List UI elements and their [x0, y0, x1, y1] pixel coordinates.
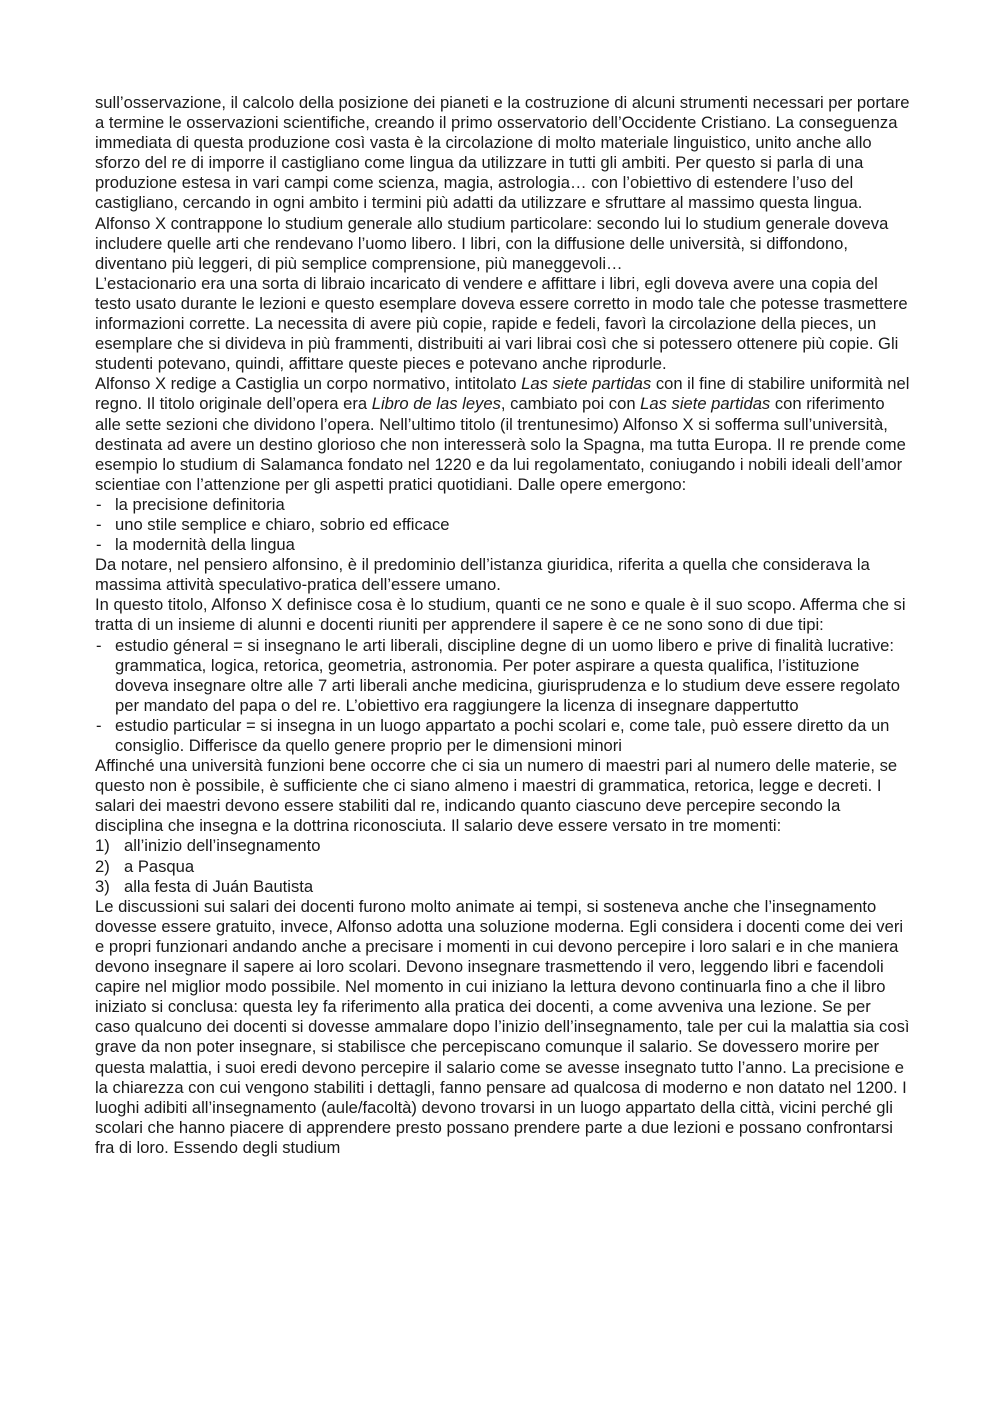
list-item: [95, 636, 910, 716]
list-item-text: a Pasqua: [124, 856, 195, 876]
italic-title: Libro de las leyes: [371, 394, 501, 414]
list-item: [95, 716, 910, 756]
list-item-text: estudio particular = si insegna in un luogo appartato a pochi scolari e, come tale, può essere diretto da un consiglio. Differisce da quello genere proprio per le dimensioni minori: [115, 715, 890, 755]
list-marker: 1): [95, 836, 110, 856]
salary-moments-list: [95, 836, 910, 896]
studium-types-list: [95, 636, 910, 757]
text-run: con il fine di stabilire uniformità nel regno. Il titolo originale dell’opera era: [95, 374, 910, 414]
list-item: [95, 836, 910, 856]
list-marker: -: [96, 715, 102, 735]
list-item-text: all’inizio dell’insegnamento: [124, 836, 321, 856]
list-item: [95, 515, 910, 535]
italic-title: Las siete partidas: [521, 374, 652, 394]
list-item-text: estudio géneral = si insegnano le arti liberali, discipline degne di un uomo libero e prive di finalità lucrative: grammatica, logica, retorica, geometria, astronomia. Per poter aspirare a questa qualifica, l’istituzione doveva insegnare oltre alle 7 arti liberali anche medicina, giurisprudenza e lo studium deve essere regolato per mandato del papa o del re. L’obiettivo era raggiungere la licenza di insegnare dappertutto: [115, 635, 900, 715]
paragraph-salari: Affinché una università funzioni bene occorre che ci sia un numero di maestri pari al numero delle materie, se questo non è possibile, è sufficiente che ci siano almeno i maestri di grammatica, retorica, legge e decreti. I salari dei maestri devono essere stabiliti dal re, indicando quanto ciascuno deve percepire secondo la disciplina che insegna e la dottrina riconosciuta. Il salario deve essere versato in tre momenti:: [95, 756, 898, 836]
list-item: [95, 535, 910, 555]
list-marker: 3): [95, 876, 110, 896]
text-run: con riferimento alle sette sezioni che dividono l’opera. Nell’ultimo titolo (il trentunesimo) Alfonso X si sofferma sull’università, destinata ad avere un destino glorioso che non interesserà solo la Spagna, ma tutta Europa. Il re prende come esempio lo studium di Salamanca fondato nel 1220 e da lui regolamentato, coniugando i nobili ideali dell’amor scientiae con l’attenzione per gli aspetti pratici quotidiani. Dalle opere emergono:: [95, 394, 906, 494]
list-item: [95, 495, 910, 515]
list-item: [95, 877, 910, 897]
paragraph-astronomy: sull’osservazione, il calcolo della posizione dei pianeti e la costruzione di alcuni strumenti necessari per portare a termine le osservazioni scientifiche, creando il primo osservatorio dell’Occidente Cristiano. La conseguenza immediata di questa produzione così vasta è la circolazione di molto materiale linguistico, unito anche allo sforzo del re di imporre il castigliano come lingua da utilizzare in tutti gli ambiti. Per questo si parla di una produzione estesa in vari campi come scienza, magia, astrologia… con l’obiettivo di estendere l’uso del castigliano, cercando in ogni ambito i termini più adatti da utilizzare e sfruttare al massimo questa lingua.: [95, 93, 910, 213]
features-list: [95, 495, 910, 555]
list-marker: -: [96, 535, 102, 555]
text-run: Alfonso X redige a Castiglia un corpo normativo, intitolato: [95, 374, 522, 394]
list-marker: -: [96, 494, 102, 514]
list-marker: -: [96, 514, 102, 534]
list-item-text: uno stile semplice e chiaro, sobrio ed efficace: [115, 514, 450, 534]
list-item-text: la precisione definitoria: [115, 494, 285, 514]
list-item-text: la modernità della lingua: [115, 535, 295, 555]
paragraph-studium-generale: Alfonso X contrappone lo studium generale allo studium particolare: secondo lui lo studium generale doveva includere quelle arti che rendevano l’uomo libero. I libri, con la diffusione delle università, si diffondono, diventano più leggeri, di più semplice comprensione, più maneggevoli…: [95, 213, 889, 273]
paragraph-definizione-studium: In questo titolo, Alfonso X definisce cosa è lo studium, quanti ce ne sono e quale è il suo scopo. Afferma che si tratta di un insieme di alunni e docenti riuniti per apprendere il sapere è ce ne sono sono di due tipi:: [95, 595, 906, 635]
list-item: [95, 857, 910, 877]
document-page: [95, 93, 910, 1158]
paragraph-istanza-giuridica: Da notare, nel pensiero alfonsino, è il predominio dell’istanza giuridica, riferita a quella che considerava la massima attività speculativo-pratica dell’essere umano.: [95, 555, 870, 595]
list-marker: 2): [95, 856, 110, 876]
paragraph-siete-partidas: [95, 374, 910, 495]
italic-title: Las siete partidas: [640, 394, 771, 414]
text-run: , cambiato poi con: [500, 394, 641, 414]
list-item-text: alla festa di Juán Bautista: [124, 876, 314, 896]
paragraph-estacionario: L’estacionario era una sorta di libraio incaricato di vendere e affittare i libri, egli doveva avere una copia del testo usato durante le lezioni e questo esemplare doveva essere corretto in modo tale che potesse trasmettere informazioni corrette. La necessita di avere più copie, rapide e fedeli, favorì la circolazione della pieces, un esemplare che si divideva in più frammenti, distribuiti ai vari librai così che si potessero ottenere più copie. Gli studenti potevano, quindi, affittare queste pieces e potevano anche riprodurle.: [95, 273, 908, 374]
paragraph-discussioni-salari: Le discussioni sui salari dei docenti furono molto animate ai tempi, si sosteneva anche che l’insegnamento dovesse essere gratuito, invece, Alfonso adotta una soluzione moderna. Egli considera i docenti come dei veri e propri funzionari andando anche a precisare i momenti in cui devono percepire i loro salari e in che maniera devono insegnare il sapere ai loro scolari. Devono insegnare trasmettendo il vero, leggendo libri e facendoli capire nel miglior modo possibile. Nel momento in cui iniziano la lettura devono continuarla fino a che il libro iniziato si conclusa: questa ley fa riferimento alla pratica dei docenti, a come avveniva una lezione. Se per caso qualcuno dei docenti si dovesse ammalare dopo l’inizio dell’insegnamento, tale per cui la malattia sia così grave da non poter insegnare, si stabilisce che percepiscano comunque il salario. Se dovessero morire per questa malattia, i suoi eredi devono percepire il salario come se avesse insegnato tutto l’anno. La precisione e la chiarezza con cui vengono stabiliti i dettagli, fanno pensare ad qualcosa di moderno e non datato nel 1200. I luoghi adibiti all’insegnamento (aule/facoltà) devono trovarsi in un luogo appartato della città, vicini perché gli scolari che hanno piacere di apprendere presto possano prendere parte a due lezioni e possano confrontarsi fra di loro. Essendo degli studium: [95, 896, 910, 1157]
list-marker: -: [96, 635, 102, 655]
